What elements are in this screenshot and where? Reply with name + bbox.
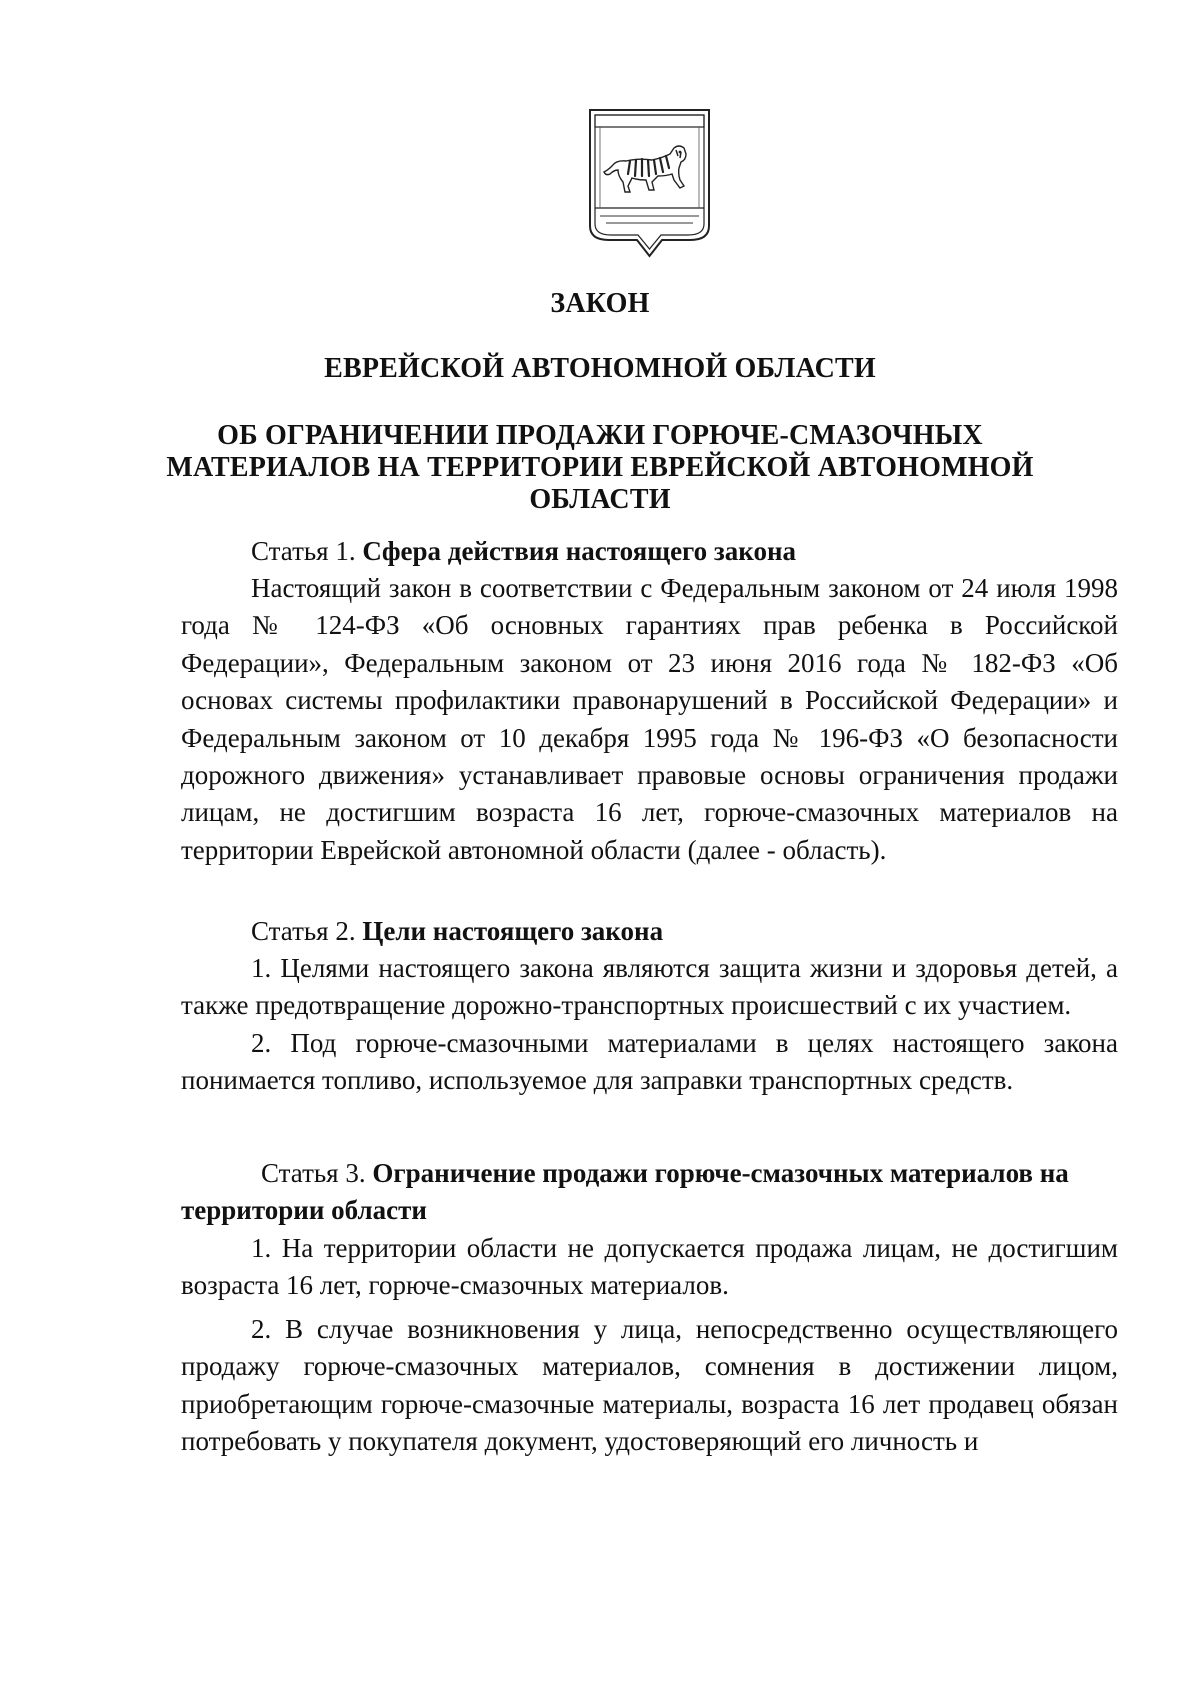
- article-paragraph: 2. Под горюче-смазочными материалами в целях настоящего закона понимается топливо, используемое для заправки транспортных средств.: [181, 1027, 1118, 1096]
- article-number: Статья 2.: [251, 916, 356, 946]
- article-2-heading: [251, 913, 663, 950]
- article-number: Статья 1.: [251, 536, 356, 566]
- article-title: Цели настоящего закона: [362, 916, 664, 946]
- article-3-heading-line-1: [181, 1155, 1118, 1230]
- article-1-body: [181, 570, 1118, 869]
- article-paragraph: 1. Целями настоящего закона являются защита жизни и здоровья детей, а также предотвращение дорожно-транспортных происшествий с их участием.: [181, 953, 1118, 1021]
- article-3-body: [181, 1230, 1118, 1460]
- article-title: Сфера действия настоящего закона: [362, 536, 796, 566]
- article-3-heading: [181, 1155, 1118, 1230]
- article-title: Ограничение продажи горюче-смазочных материалов на: [372, 1158, 1069, 1188]
- law-subject-title: [160, 420, 1040, 516]
- article-number: Статья 3.: [261, 1158, 366, 1188]
- article-1-heading: [251, 533, 796, 570]
- article-title-continued: территории области: [181, 1195, 427, 1226]
- article-2-body: [181, 950, 1118, 1100]
- article-paragraph: 2. В случае возникновения у лица, непосредственно осуществляющего продажу горюче-смазочных материалов, сомнения в достижении лицом, приобретающим горюче-смазочные материалы, возраста 16 лет продавец обязан потребовать у покупателя документ, удостоверяющий его личность и: [181, 1313, 1118, 1457]
- law-subject-title-line: МАТЕРИАЛОВ НА ТЕРРИТОРИИ ЕВРЕЙСКОЙ АВТОНОМНОЙ: [166, 452, 1034, 483]
- law-title: ЗАКОН: [550, 288, 650, 319]
- region-title: ЕВРЕЙСКОЙ АВТОНОМНОЙ ОБЛАСТИ: [324, 353, 876, 384]
- law-subject-title-line: ОБ ОГРАНИЧЕНИИ ПРОДАЖИ ГОРЮЧЕ-СМАЗОЧНЫХ: [217, 420, 983, 451]
- article-paragraph: 1. На территории области не допускается продажа лицам, не достигшим возраста 16 лет, горюче-смазочных материалов.: [181, 1233, 1118, 1301]
- law-subject-title-line: ОБЛАСТИ: [529, 484, 671, 515]
- article-paragraph: Настоящий закон в соответствии с Федеральным законом от 24 июля 1998 года № 124-ФЗ «Об основных гарантиях прав ребенка в Российской Федерации», Федеральным законом от 23 июня 2016 года № 182-ФЗ «Об основах системы профилактики правонарушений в Российской Федерации» и Федеральным законом от 10 декабря 1995 года № 196-ФЗ «О безопасности дорожного движения» устанавливает правовые основы ограничения продажи лицам, не достигшим возраста 16 лет, горюче-смазочных материалов на территории Еврейской автономной области (далее - область).: [181, 573, 1118, 865]
- tiger-coat-of-arms-icon: [586, 108, 713, 260]
